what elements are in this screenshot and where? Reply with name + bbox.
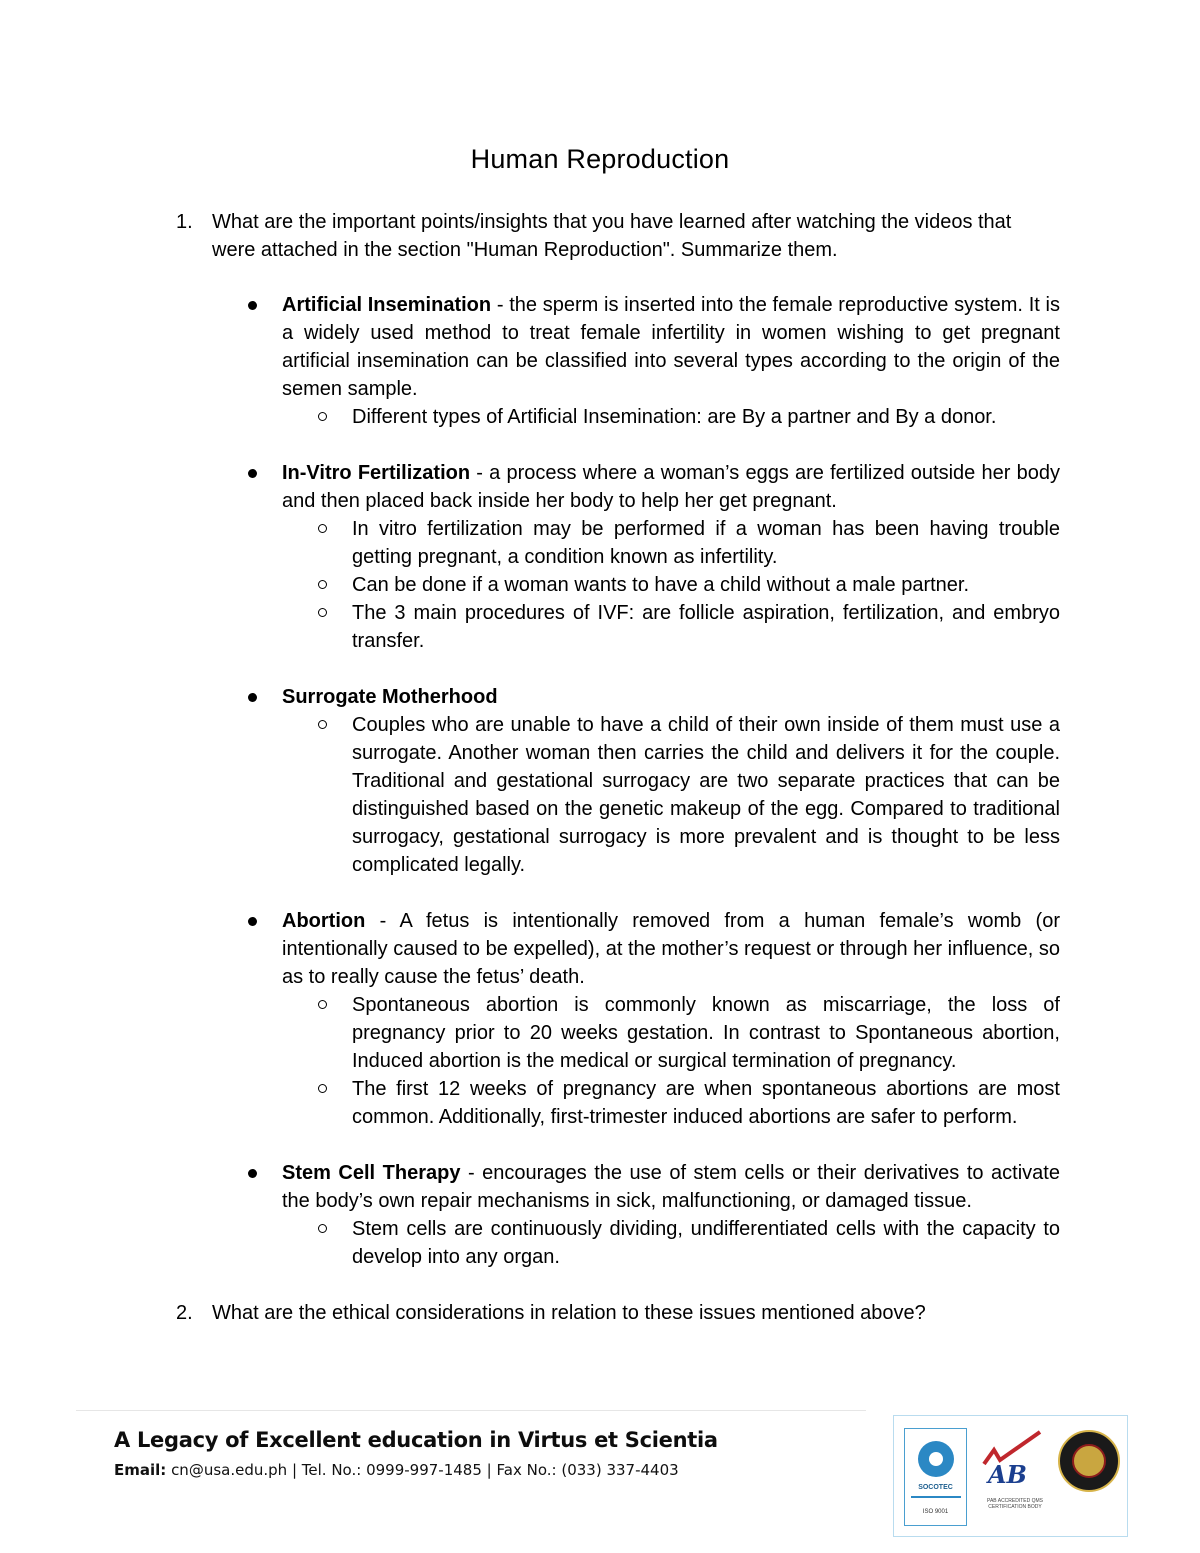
sub-point	[352, 571, 1060, 599]
socotec-logo	[904, 1428, 967, 1526]
topic-term: Surrogate Motherhood	[282, 686, 498, 708]
socotec-mark-icon	[918, 1441, 954, 1477]
topic-item	[282, 459, 1060, 655]
topic-description: - the sperm is inserted into the female reproductive system. It is a widely used method to treat female infertility in women wishing to get pregnant artificial insemination can be classified into several types according to the origin of the semen sample.	[282, 294, 1060, 400]
tel-label: Tel. No.:	[301, 1461, 362, 1479]
pab-text: AB	[988, 1460, 1027, 1489]
pab-subtext: PAB ACCREDITED QMS CERTIFICATION BODY	[986, 1498, 1044, 1510]
footer-divider	[76, 1410, 866, 1411]
university-seal-icon	[1058, 1430, 1120, 1492]
sub-point	[352, 1215, 1060, 1271]
question-2-number: 2.	[176, 1302, 193, 1324]
page-title: Human Reproduction	[470, 144, 730, 174]
email-label: Email:	[114, 1461, 167, 1479]
sub-point-list	[282, 711, 1060, 879]
footer-motto: A Legacy of Excellent education in Virtus et Scientia	[114, 1428, 718, 1452]
question-1-number: 1.	[176, 211, 193, 233]
footer-contact	[114, 1461, 679, 1479]
topic-description: - a process where a woman’s eggs are fertilized outside her body and then placed back inside her body to help her get pregnant.	[282, 462, 1060, 512]
question-1	[176, 208, 1060, 264]
sub-point-text: The 3 main procedures of IVF: are follicle aspiration, fertilization, and embryo transfer.	[352, 602, 1060, 652]
circle-bullet-icon	[318, 412, 327, 421]
circle-bullet-icon	[318, 580, 327, 589]
question-1-text: What are the important points/insights that you have learned after watching the videos that were attached in the section "Human Reproduction". Summarize them.	[212, 211, 1012, 261]
sub-point-list	[282, 403, 1060, 431]
bullet-icon	[248, 301, 257, 310]
circle-bullet-icon	[318, 1000, 327, 1009]
circle-bullet-icon	[318, 608, 327, 617]
sub-point-text: Can be done if a woman wants to have a child without a male partner.	[352, 574, 970, 596]
sub-point	[352, 1075, 1060, 1131]
sub-point	[352, 711, 1060, 879]
circle-bullet-icon	[318, 1084, 327, 1093]
topic-description: - A fetus is intentionally removed from a human female’s womb (or intentionally caused to be expelled), at the mother’s request or through her influence, so as to really cause the fetus’ death.	[282, 910, 1060, 988]
fax-label: Fax No.:	[496, 1461, 557, 1479]
topic-item	[282, 683, 1060, 879]
topic-term: Artificial Insemination	[282, 294, 492, 316]
pab-logo	[980, 1430, 1050, 1526]
circle-bullet-icon	[318, 1224, 327, 1233]
topic-term: Abortion	[282, 910, 366, 932]
question-2	[176, 1299, 1060, 1327]
sub-point-text: In vitro fertilization may be performed if a woman has been having trouble getting pregnant, a condition known as infertility.	[352, 518, 1060, 568]
sub-point	[352, 991, 1060, 1075]
tel-value: 0999-997-1485	[366, 1461, 482, 1479]
iso-label: ISO 9001	[922, 1509, 949, 1515]
sub-point	[352, 515, 1060, 571]
sub-point-text: Spontaneous abortion is commonly known as miscarriage, the loss of pregnancy prior to 20 weeks gestation. In contrast to Spontaneous abortion, Induced abortion is the medical or surgical termination of pregnancy.	[352, 994, 1060, 1072]
topic-item	[282, 1159, 1060, 1271]
topic-description: - encourages the use of stem cells or their derivatives to activate the body’s own repair mechanisms in sick, malfunctioning, or damaged tissue.	[282, 1162, 1060, 1212]
fax-value: (033) 337-4403	[561, 1461, 679, 1479]
bullet-icon	[248, 917, 257, 926]
sub-point-text: Couples who are unable to have a child of their own inside of them must use a surrogate. Another woman then carries the child and delivers it for the couple. Traditional and gestational surrogacy are two separate practices that can be distinguished based on the genetic makeup of the egg. Compared to traditional surrogacy, gestational surrogacy is more prevalent and is thought to be less complicated legally.	[352, 714, 1060, 876]
separator: |	[486, 1461, 492, 1479]
socotec-label: SOCOTEC	[918, 1484, 953, 1491]
sub-point	[352, 599, 1060, 655]
circle-bullet-icon	[318, 720, 327, 729]
document-body	[176, 208, 1060, 1327]
bullet-icon	[248, 469, 257, 478]
bullet-icon	[248, 693, 257, 702]
topic-term: In-Vitro Fertilization	[282, 462, 471, 484]
question-2-text: What are the ethical considerations in relation to these issues mentioned above?	[212, 1302, 926, 1324]
sub-point-text: Stem cells are continuously dividing, undifferentiated cells with the capacity to develop into any organ.	[352, 1218, 1060, 1268]
accreditation-logos	[893, 1415, 1128, 1537]
topic-term: Stem Cell Therapy	[282, 1162, 461, 1184]
sub-point-text: The first 12 weeks of pregnancy are when spontaneous abortions are most common. Additionally, first-trimester induced abortions are safer to perform.	[352, 1078, 1060, 1128]
sub-point-list	[282, 1215, 1060, 1271]
sub-point-text: Different types of Artificial Insemination: are By a partner and By a donor.	[352, 406, 997, 428]
circle-bullet-icon	[318, 524, 327, 533]
bullet-icon	[248, 1169, 257, 1178]
separator: |	[291, 1461, 297, 1479]
sub-point-list	[282, 515, 1060, 655]
sub-point-list	[282, 991, 1060, 1131]
topic-list	[176, 291, 1060, 1271]
topic-item	[282, 291, 1060, 431]
topic-item	[282, 907, 1060, 1131]
email-value: cn@usa.edu.ph	[171, 1461, 288, 1479]
sub-point	[352, 403, 1060, 431]
